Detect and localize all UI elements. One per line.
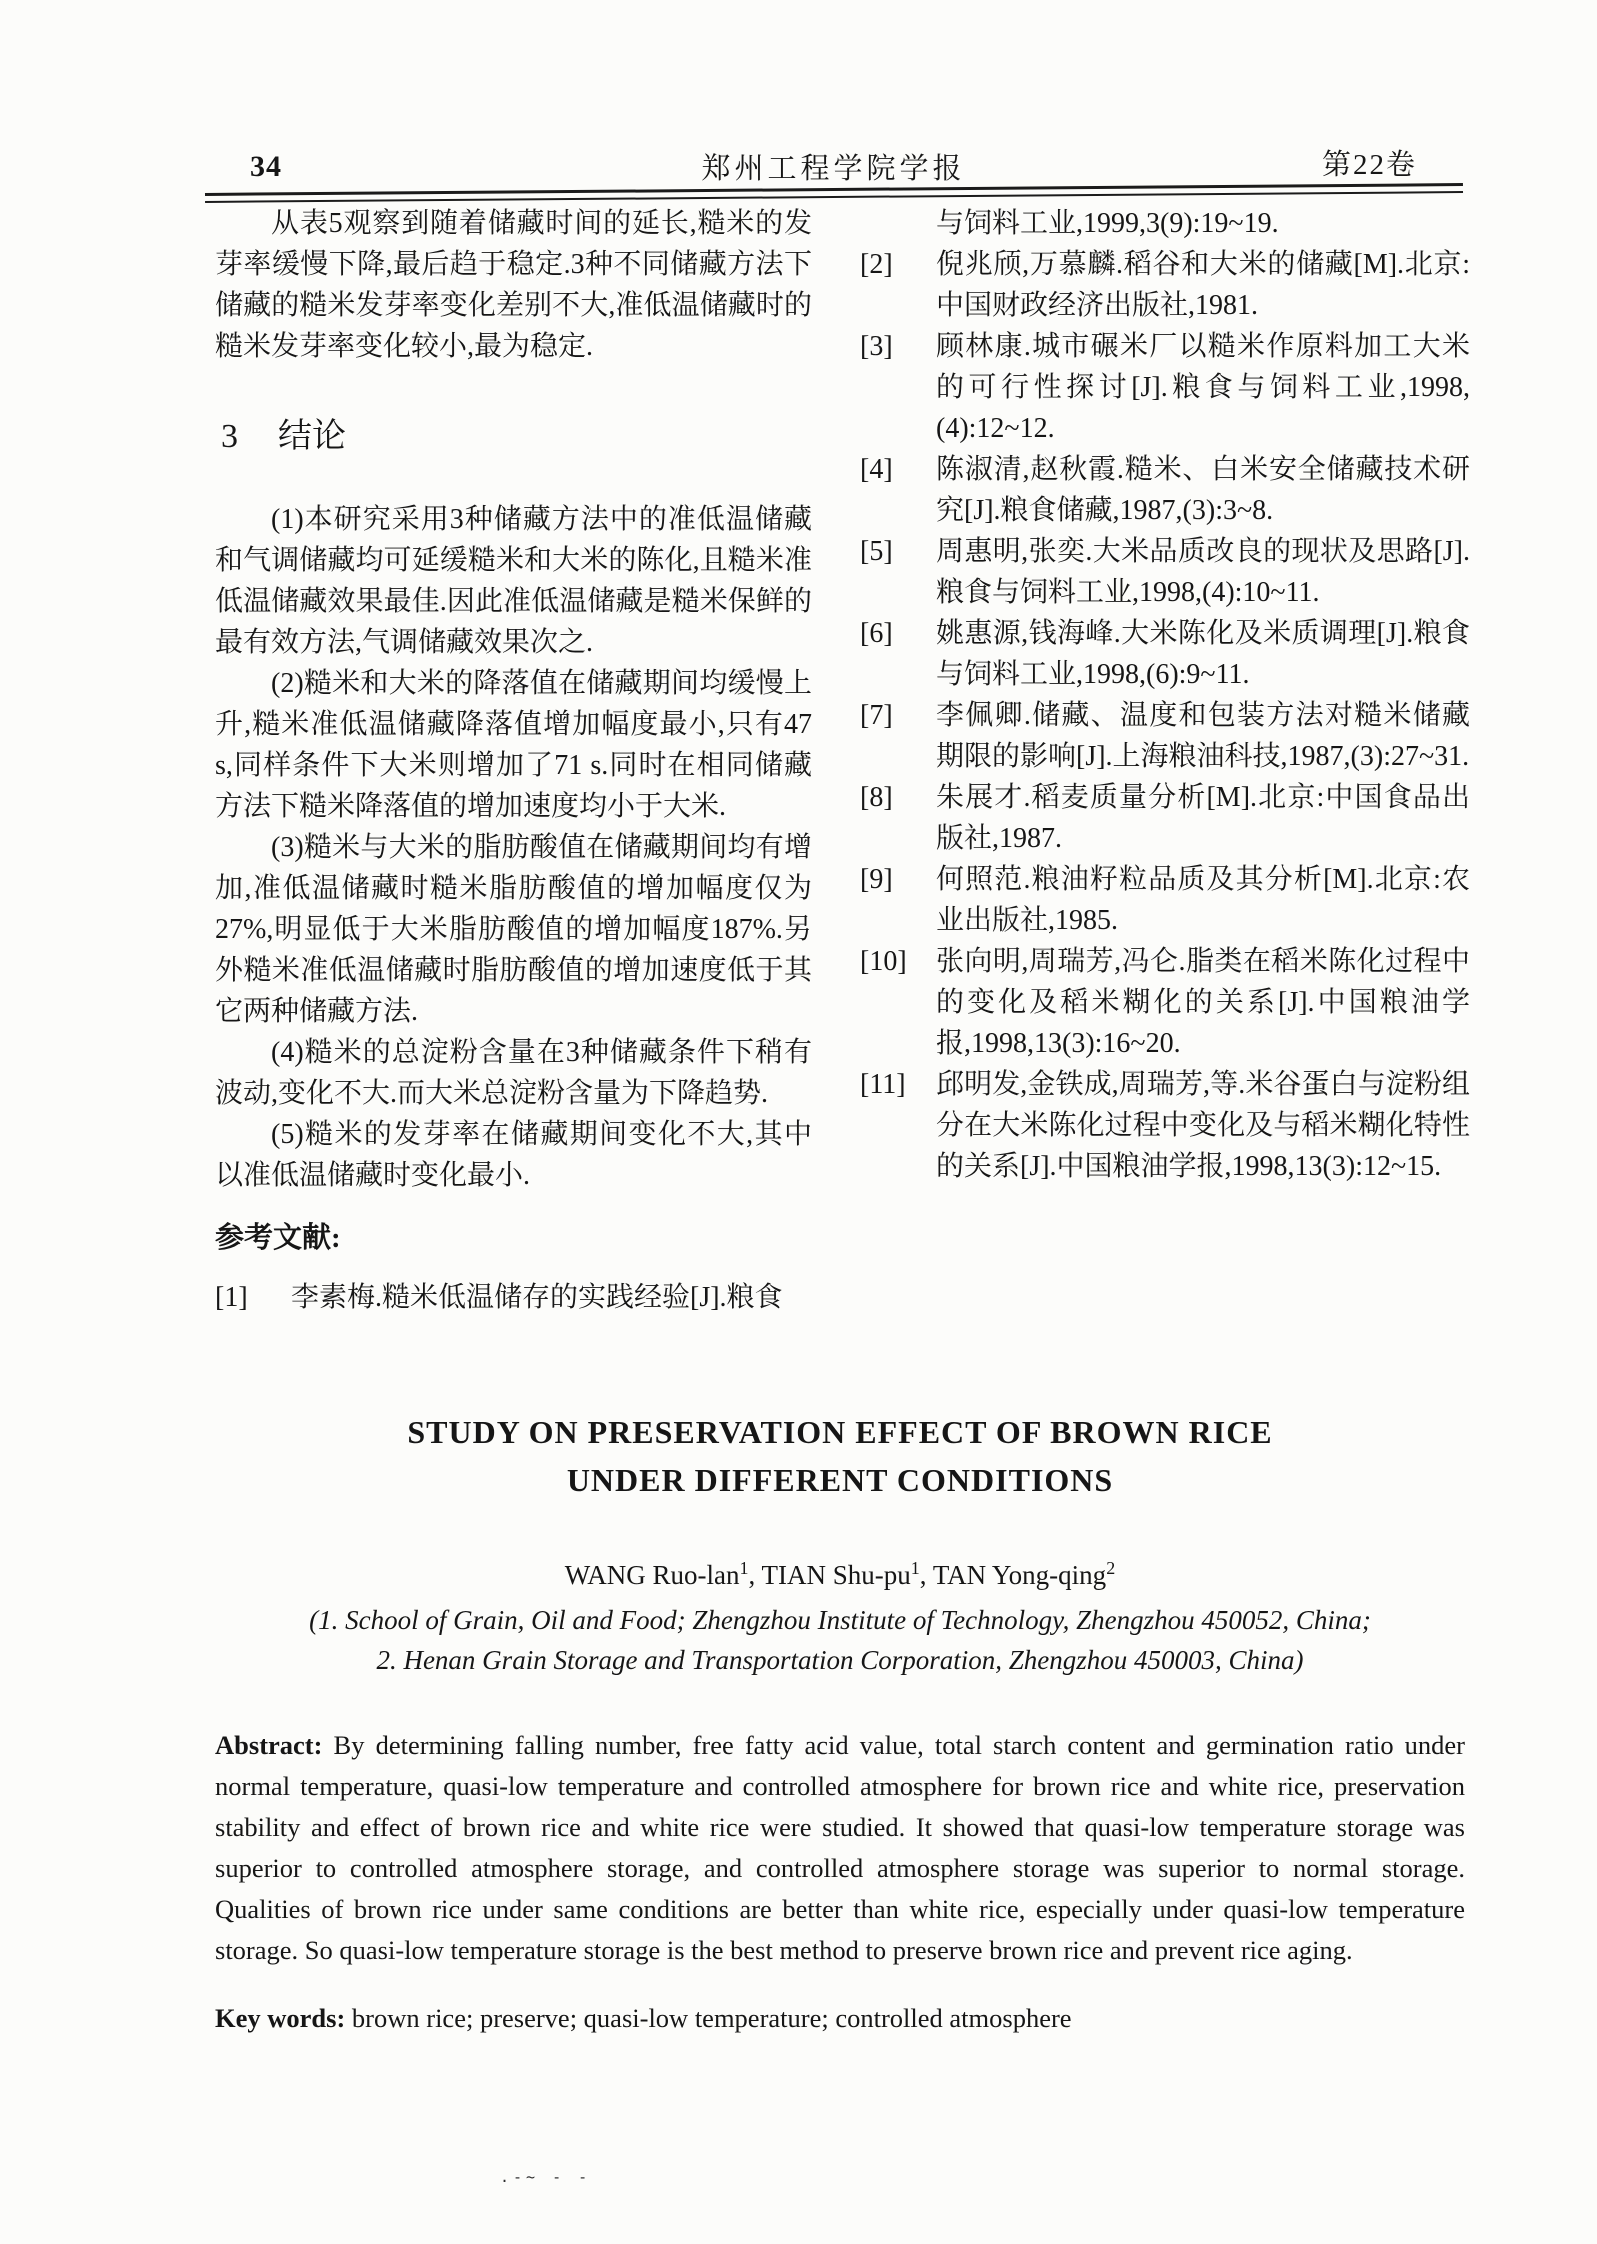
left-column [215,203,812,1318]
author-separator-1: , [748,1560,762,1590]
english-section [215,1408,1465,2065]
reference-text: 陈淑清,赵秋霞.糙米、白米安全储藏技术研究[J].粮食储藏,1987,(3):3~8. [936,454,1470,526]
reference-label: [3] [860,331,893,362]
reference-text: 顾林康.城市碾米厂以糙米作原料加工大米的可行性探讨[J].粮食与饲料工业,1998,(4):12~12. [936,331,1470,444]
reference-item-3 [860,326,1470,449]
reference-item-1-continuation [860,203,1470,244]
reference-label: [2] [860,249,893,280]
author-name-1: WANG Ruo-lan [564,1560,740,1590]
conclusion-paragraph-4: (4)糙米的总淀粉含量在3种储藏条件下稍有波动,变化不大.而大米总淀粉含量为下降趋势. [215,1037,812,1109]
reference-item-2 [860,244,1470,326]
references-heading: 参考文献: [215,1222,341,1254]
keywords-line [215,1998,1465,2039]
reference-label: [4] [860,454,893,485]
reference-text: 朱展才.稻麦质量分析[M].北京:中国食品出版社,1987. [936,782,1470,854]
conclusion-paragraph-3: (3)糙米与大米的脂肪酸值在储藏期间均有增加,准低温储藏时糙米脂肪酸值的增加幅度仅为27%,明显低于大米脂肪酸值的增加幅度187%.另外糙米准低温储藏时脂肪酸值的增加速度低于其它两种储藏方法. [215,832,812,1027]
reference-item-8 [860,777,1470,859]
conclusions-block [215,499,812,1196]
reference-item-6 [860,613,1470,695]
reference-label: [8] [860,782,893,813]
reference-item-4 [860,449,1470,531]
scan-artifact: .-~ - - [500,2168,592,2186]
abstract-text: By determining falling number, free fatty acid value, total starch content and germination ratio under normal temperature, quasi-low temperature and controlled atmosphere for brown rice and white rice, preservation stability and effect of brown rice and white rice were studied. It showed that quasi-low temperature storage was superior to controlled atmosphere storage, and controlled atmosphere storage was superior to normal storage. Qualities of brown rice under same conditions are better than white rice, especially under quasi-low temperature storage. So quasi-low temperature storage is the best method to preserve brown rice and prevent rice aging. [215,1730,1466,1965]
reference-item-5 [860,531,1470,613]
reference-text: 邱明发,金铁成,周瑞芳,等.米谷蛋白与淀粉组分在大米陈化过程中变化及与稻米糊化特性的关系[J].中国粮油学报,1998,13(3):12~15. [936,1069,1470,1182]
affiliation-line-1: (1. School of Grain, Oil and Food; Zhengzhou Institute of Technology, Zhengzhou 450052, China; [309,1605,1371,1635]
reference-text: 与饲料工业,1999,3(9):19~19. [936,208,1279,239]
author-separator-2: , [919,1560,933,1590]
section-title: 结论 [278,418,346,455]
abstract-label: Abstract: [215,1730,323,1760]
affiliation-line-2: 2. Henan Grain Storage and Transportation Corporation, Zhengzhou 450003, China) [376,1645,1304,1675]
reference-text: 李佩卿.储藏、温度和包装方法对糙米储藏期限的影响[J].上海粮油科技,1987,(3):27~31. [936,700,1470,772]
reference-label: [5] [860,536,893,567]
right-column [860,203,1470,1187]
reference-text: 姚惠源,钱海峰.大米陈化及米质调理[J].粮食与饲料工业,1998,(6):9~11. [936,618,1470,690]
page-number: 34 [250,150,282,183]
reference-text: 何照范.粮油籽粒品质及其分析[M].北京:农业出版社,1985. [936,864,1470,936]
reference-label-spacer [860,203,936,244]
page-header [205,142,1462,186]
conclusion-paragraph-5: (5)糙米的发芽率在储藏期间变化不大,其中以准低温储藏时变化最小. [215,1119,812,1191]
section-heading [221,411,812,463]
conclusion-paragraph-1: (1)本研究采用3种储藏方法中的准低温储藏和气调储藏均可延缓糙米和大米的陈化,且糙米准低温储藏效果最佳.因此准低温储藏是糙米保鲜的最有效方法,气调储藏效果次之. [215,504,812,658]
reference-label: [9] [860,864,893,895]
reference-item-9 [860,859,1470,941]
reference-label: [11] [860,1069,906,1100]
abstract-paragraph [215,1725,1465,1971]
english-title-line-1: STUDY ON PRESERVATION EFFECT OF BROWN RICE [407,1414,1273,1450]
section-number: 3 [221,418,238,455]
reference-item-10 [860,941,1470,1064]
conclusion-paragraph-2: (2)糙米和大米的降落值在储藏期间均缓慢上升,糙米准低温储藏降落值增加幅度最小,只有47 s,同样条件下大米则增加了71 s.同时在相同储藏方法下糙米降落值的增加速度均小于大米. [215,668,812,822]
reference-label: [1] [215,1282,248,1313]
reference-label: [10] [860,946,907,977]
reference-item-1 [215,1277,812,1318]
reference-label: [7] [860,700,893,731]
volume-label: 第22卷 [1321,149,1417,181]
reference-text: 倪兆颀,万慕麟.稻谷和大米的储藏[M].北京:中国财政经济出版社,1981. [936,249,1470,321]
author-superscript-3: 2 [1106,1558,1116,1578]
keywords-text: brown rice; preserve; quasi-low temperature; controlled atmosphere [351,2002,1072,2033]
author-name-3: TAN Yong-qing [932,1560,1107,1590]
reference-text: 周惠明,张奕.大米品质改良的现状及思路[J].粮食与饲料工业,1998,(4):10~11. [936,536,1470,608]
reference-item-11 [860,1064,1470,1187]
reference-item-7 [860,695,1470,777]
author-name-2: TIAN Shu-pu [761,1560,911,1590]
english-title-line-2: UNDER DIFFERENT CONDITIONS [566,1462,1114,1498]
authors-line [215,1548,1465,1595]
author-superscript-1: 1 [739,1558,749,1578]
reference-text: 李素梅.糙米低温储存的实践经验[J].粮食 [291,1282,783,1313]
reference-text: 张向明,周瑞芳,冯仑.脂类在稻米陈化过程中的变化及稻米糊化的关系[J].中国粮油学报,1998,13(3):16~20. [936,946,1470,1059]
intro-paragraph: 从表5观察到随着储藏时间的延长,糙米的发芽率缓慢下降,最后趋于稳定.3种不同储藏方法下储藏的糙米发芽率变化差别不大,准低温储藏时的糙米发芽率变化较小,最为稳定. [215,208,812,362]
author-superscript-2: 1 [910,1558,920,1578]
reference-label: [6] [860,618,893,649]
journal-title: 郑州工程学院学报 [701,153,966,185]
keywords-label: Key words: [215,2002,346,2033]
